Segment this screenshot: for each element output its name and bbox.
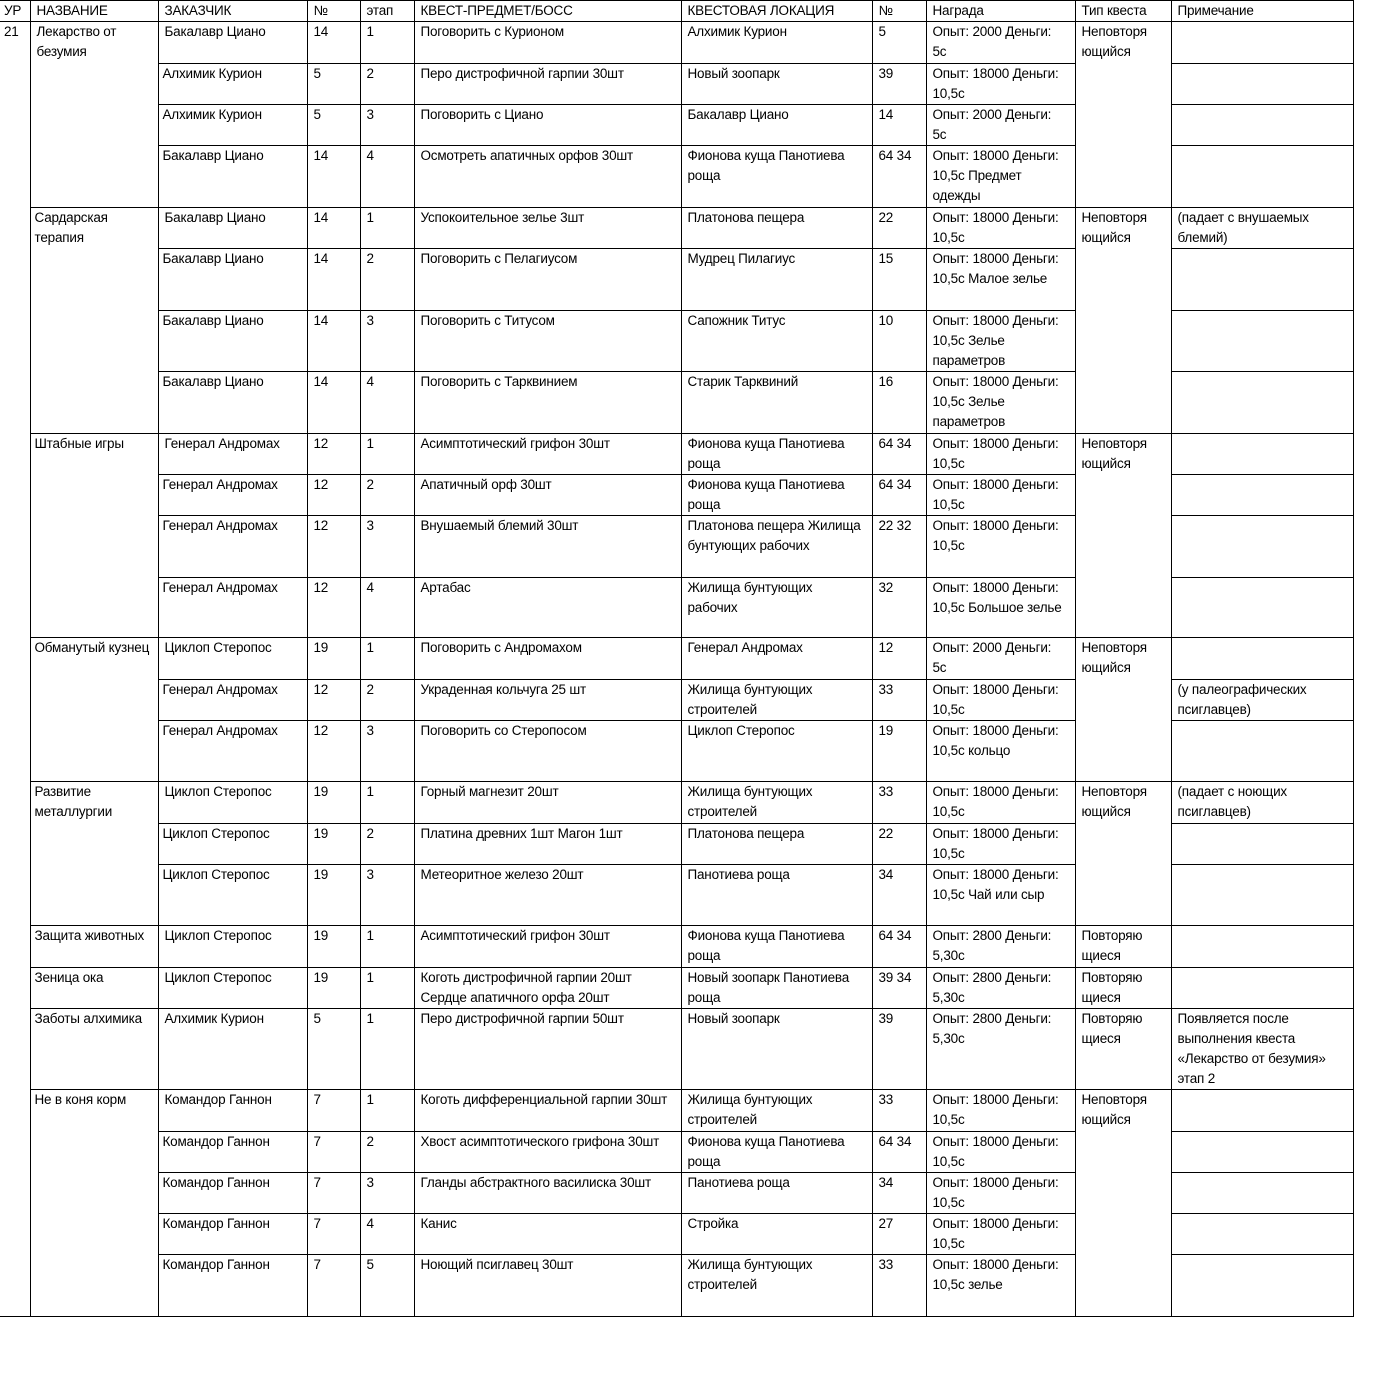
note-cell [1171, 1090, 1353, 1132]
quest-table-body [0, 22, 1353, 1317]
location-cell: Генерал Андромах [681, 638, 872, 680]
location-cell: Фионова куща Панотиева роща [681, 475, 872, 516]
client-no-cell: 12 [307, 680, 360, 721]
reward-cell: Опыт: 18000 Деньги: 10,5с Зелье параметров [926, 372, 1075, 434]
note-cell [1171, 1132, 1353, 1173]
location-no-cell: 33 [872, 680, 926, 721]
location-no-cell: 64 34 [872, 434, 926, 475]
quest-type-cell: Неповторя ющийся [1075, 1090, 1171, 1317]
stage-cell: 2 [360, 680, 414, 721]
reward-cell: Опыт: 18000 Деньги: 10,5с Малое зелье [926, 249, 1075, 311]
stage-cell: 4 [360, 578, 414, 638]
task-cell: Асимптотический грифон 30шт [414, 434, 681, 475]
note-cell [1171, 64, 1353, 105]
stage-cell: 1 [360, 926, 414, 968]
task-cell: Поговорить с Тарквинием [414, 372, 681, 434]
task-cell: Горный магнезит 20шт [414, 782, 681, 824]
client-cell: Алхимик Курион [158, 1009, 307, 1090]
location-no-cell: 19 [872, 721, 926, 782]
client-no-cell: 5 [307, 105, 360, 146]
reward-cell: Опыт: 2800 Деньги: 5,30с [926, 1009, 1075, 1090]
note-cell: Появляется после выполнения квеста «Лекарство от безумия» этап 2 [1171, 1009, 1353, 1090]
reward-cell: Опыт: 18000 Деньги: 10,5с [926, 516, 1075, 578]
location-cell: Новый зоопарк [681, 64, 872, 105]
note-cell [1171, 721, 1353, 782]
location-cell: Алхимик Курион [681, 22, 872, 64]
task-cell: Внушаемый блемий 30шт [414, 516, 681, 578]
stage-cell: 1 [360, 434, 414, 475]
location-cell: Жилища бунтующих строителей [681, 1255, 872, 1317]
location-no-cell: 33 [872, 782, 926, 824]
header-client-no: № [307, 1, 360, 22]
reward-cell: Опыт: 18000 Деньги: 10,5с [926, 434, 1075, 475]
location-cell: Фионова куща Панотиева роща [681, 1132, 872, 1173]
location-cell: Старик Тарквиний [681, 372, 872, 434]
note-cell [1171, 434, 1353, 475]
header-quest-type: Тип квеста [1075, 1, 1171, 22]
header-location-no: № [872, 1, 926, 22]
quest-type-cell: Повторяю щиеся [1075, 926, 1171, 968]
client-no-cell: 7 [307, 1090, 360, 1132]
client-no-cell: 12 [307, 721, 360, 782]
location-no-cell: 39 [872, 1009, 926, 1090]
table-row [0, 968, 1353, 1009]
client-cell: Бакалавр Циано [158, 249, 307, 311]
task-cell: Поговорить с Циано [414, 105, 681, 146]
table-row [0, 1009, 1353, 1090]
note-cell [1171, 926, 1353, 968]
task-cell: Апатичный орф 30шт [414, 475, 681, 516]
note-cell [1171, 372, 1353, 434]
table-row [0, 1090, 1353, 1132]
reward-cell: Опыт: 18000 Деньги: 10,5с [926, 208, 1075, 249]
note-cell: (падает с внушаемых блемий) [1171, 208, 1353, 249]
location-no-cell: 34 [872, 1173, 926, 1214]
note-cell: (падает с ноющих псиглавцев) [1171, 782, 1353, 824]
location-cell: Новый зоопарк Панотиева роща [681, 968, 872, 1009]
client-cell: Генерал Андромах [158, 434, 307, 475]
note-cell [1171, 1255, 1353, 1317]
client-no-cell: 7 [307, 1214, 360, 1255]
stage-cell: 3 [360, 1173, 414, 1214]
task-cell: Коготь дифференциальной гарпии 30шт [414, 1090, 681, 1132]
task-cell: Асимптотический грифон 30шт [414, 926, 681, 968]
location-cell: Циклоп Стеропос [681, 721, 872, 782]
reward-cell: Опыт: 2000 Деньги: 5с [926, 105, 1075, 146]
reward-cell: Опыт: 2800 Деньги: 5,30с [926, 926, 1075, 968]
client-cell: Циклоп Стеропос [158, 968, 307, 1009]
client-cell: Генерал Андромах [158, 516, 307, 578]
reward-cell: Опыт: 18000 Деньги: 10,5с Предмет одежды [926, 146, 1075, 208]
client-no-cell: 7 [307, 1255, 360, 1317]
task-cell: Осмотреть апатичных орфов 30шт [414, 146, 681, 208]
stage-cell: 1 [360, 1009, 414, 1090]
location-cell: Фионова куща Панотиева роща [681, 146, 872, 208]
location-cell: Жилища бунтующих строителей [681, 782, 872, 824]
note-cell [1171, 105, 1353, 146]
client-cell: Циклоп Стеропос [158, 824, 307, 865]
location-cell: Новый зоопарк [681, 1009, 872, 1090]
task-cell: Коготь дистрофичной гарпии 20шт Сердце апатичного орфа 20шт [414, 968, 681, 1009]
client-cell: Циклоп Стеропос [158, 926, 307, 968]
location-no-cell: 22 [872, 208, 926, 249]
client-no-cell: 19 [307, 824, 360, 865]
note-cell [1171, 475, 1353, 516]
location-cell: Жилища бунтующих строителей [681, 1090, 872, 1132]
stage-cell: 5 [360, 1255, 414, 1317]
client-no-cell: 19 [307, 968, 360, 1009]
task-cell: Перо дистрофичной гарпии 50шт [414, 1009, 681, 1090]
stage-cell: 1 [360, 22, 414, 64]
location-no-cell: 64 34 [872, 1132, 926, 1173]
level-cell: 21 [0, 22, 30, 1317]
location-cell: Мудрец Пилагиус [681, 249, 872, 311]
client-cell: Генерал Андромах [158, 475, 307, 516]
reward-cell: Опыт: 18000 Деньги: 10,5с [926, 64, 1075, 105]
stage-cell: 3 [360, 105, 414, 146]
quest-type-cell: Повторяю щиеся [1075, 1009, 1171, 1090]
client-no-cell: 19 [307, 926, 360, 968]
location-no-cell: 5 [872, 22, 926, 64]
client-cell: Командор Ганнон [158, 1255, 307, 1317]
location-no-cell: 14 [872, 105, 926, 146]
stage-cell: 1 [360, 208, 414, 249]
table-row [0, 22, 1353, 64]
stage-cell: 3 [360, 311, 414, 372]
quest-name: Не в коня корм [30, 1090, 158, 1317]
quest-name: Обманутый кузнец [30, 638, 158, 782]
location-cell: Стройка [681, 1214, 872, 1255]
stage-cell: 1 [360, 638, 414, 680]
quest-type-cell: Неповторя ющийся [1075, 22, 1171, 208]
location-cell: Сапожник Титус [681, 311, 872, 372]
header-note: Примечание [1171, 1, 1353, 22]
client-cell: Бакалавр Циано [158, 146, 307, 208]
client-cell: Бакалавр Циано [158, 311, 307, 372]
reward-cell: Опыт: 18000 Деньги: 10,5с Большое зелье [926, 578, 1075, 638]
client-cell: Алхимик Курион [158, 64, 307, 105]
table-row [0, 782, 1353, 824]
client-cell: Командор Ганнон [158, 1173, 307, 1214]
task-cell: Канис [414, 1214, 681, 1255]
header-location: КВЕСТОВАЯ ЛОКАЦИЯ [681, 1, 872, 22]
location-no-cell: 39 34 [872, 968, 926, 1009]
note-cell [1171, 824, 1353, 865]
quest-type-cell: Неповторя ющийся [1075, 782, 1171, 926]
reward-cell: Опыт: 2000 Деньги: 5с [926, 638, 1075, 680]
task-cell: Метеоритное железо 20шт [414, 865, 681, 926]
task-cell: Ноющий псиглавец 30шт [414, 1255, 681, 1317]
reward-cell: Опыт: 2000 Деньги: 5с [926, 22, 1075, 64]
location-no-cell: 22 [872, 824, 926, 865]
quest-type-cell: Неповторя ющийся [1075, 208, 1171, 434]
table-row [0, 638, 1353, 680]
header-client: ЗАКАЗЧИК [158, 1, 307, 22]
header-row [0, 1, 1353, 22]
stage-cell: 4 [360, 146, 414, 208]
location-no-cell: 33 [872, 1090, 926, 1132]
location-no-cell: 27 [872, 1214, 926, 1255]
client-cell: Бакалавр Циано [158, 372, 307, 434]
client-cell: Командор Ганнон [158, 1090, 307, 1132]
reward-cell: Опыт: 2800 Деньги: 5,30с [926, 968, 1075, 1009]
quest-type-cell: Неповторя ющийся [1075, 434, 1171, 638]
location-no-cell: 32 [872, 578, 926, 638]
client-no-cell: 7 [307, 1173, 360, 1214]
quest-name: Развитие металлургии [30, 782, 158, 926]
stage-cell: 3 [360, 721, 414, 782]
client-cell: Командор Ганнон [158, 1132, 307, 1173]
stage-cell: 2 [360, 475, 414, 516]
note-cell [1171, 311, 1353, 372]
task-cell: Поговорить с Пелагиусом [414, 249, 681, 311]
header-level: УР [0, 1, 30, 22]
quest-name: Зеница ока [30, 968, 158, 1009]
client-cell: Генерал Андромах [158, 721, 307, 782]
location-cell: Фионова куща Панотиева роща [681, 434, 872, 475]
client-no-cell: 12 [307, 516, 360, 578]
task-cell: Поговорить со Стеропосом [414, 721, 681, 782]
header-reward: Награда [926, 1, 1075, 22]
location-cell: Панотиева роща [681, 1173, 872, 1214]
quest-type-cell: Неповторя ющийся [1075, 638, 1171, 782]
client-no-cell: 14 [307, 22, 360, 64]
reward-cell: Опыт: 18000 Деньги: 10,5с Зелье параметров [926, 311, 1075, 372]
client-no-cell: 19 [307, 638, 360, 680]
client-cell: Бакалавр Циано [158, 208, 307, 249]
note-cell [1171, 516, 1353, 578]
note-cell [1171, 146, 1353, 208]
location-cell: Платонова пещера [681, 824, 872, 865]
client-no-cell: 19 [307, 865, 360, 926]
stage-cell: 1 [360, 782, 414, 824]
task-cell: Поговорить с Курионом [414, 22, 681, 64]
client-no-cell: 12 [307, 475, 360, 516]
quest-type-cell: Повторяю щиеся [1075, 968, 1171, 1009]
stage-cell: 1 [360, 968, 414, 1009]
reward-cell: Опыт: 18000 Деньги: 10,5с зелье [926, 1255, 1075, 1317]
location-cell: Жилища бунтующих строителей [681, 680, 872, 721]
client-no-cell: 12 [307, 434, 360, 475]
client-cell: Бакалавр Циано [158, 22, 307, 64]
location-no-cell: 64 34 [872, 475, 926, 516]
location-no-cell: 39 [872, 64, 926, 105]
task-cell: Украденная кольчуга 25 шт [414, 680, 681, 721]
task-cell: Успокоительное зелье 3шт [414, 208, 681, 249]
table-row [0, 434, 1353, 475]
task-cell: Поговорить с Титусом [414, 311, 681, 372]
task-cell: Поговорить с Андромахом [414, 638, 681, 680]
location-no-cell: 33 [872, 1255, 926, 1317]
header-name: НАЗВАНИЕ [30, 1, 158, 22]
reward-cell: Опыт: 18000 Деньги: 10,5с [926, 1173, 1075, 1214]
header-task: КВЕСТ-ПРЕДМЕТ/БОСС [414, 1, 681, 22]
reward-cell: Опыт: 18000 Деньги: 10,5с [926, 1090, 1075, 1132]
stage-cell: 2 [360, 1132, 414, 1173]
stage-cell: 2 [360, 824, 414, 865]
location-no-cell: 64 34 [872, 926, 926, 968]
note-cell [1171, 865, 1353, 926]
reward-cell: Опыт: 18000 Деньги: 10,5с Чай или сыр [926, 865, 1075, 926]
task-cell: Платина древних 1шт Магон 1шт [414, 824, 681, 865]
location-no-cell: 15 [872, 249, 926, 311]
reward-cell: Опыт: 18000 Деньги: 10,5с [926, 824, 1075, 865]
client-cell: Циклоп Стеропос [158, 638, 307, 680]
note-cell [1171, 638, 1353, 680]
client-cell: Циклоп Стеропос [158, 782, 307, 824]
location-no-cell: 16 [872, 372, 926, 434]
note-cell [1171, 1173, 1353, 1214]
reward-cell: Опыт: 18000 Деньги: 10,5с [926, 782, 1075, 824]
client-no-cell: 5 [307, 64, 360, 105]
quest-name: Сардарская терапия [30, 208, 158, 434]
quest-name: Штабные игры [30, 434, 158, 638]
client-no-cell: 14 [307, 146, 360, 208]
stage-cell: 2 [360, 64, 414, 105]
client-no-cell: 14 [307, 311, 360, 372]
stage-cell: 3 [360, 516, 414, 578]
note-cell [1171, 22, 1353, 64]
task-cell: Гланды абстрактного василиска 30шт [414, 1173, 681, 1214]
quest-name: Заботы алхимика [30, 1009, 158, 1090]
stage-cell: 4 [360, 372, 414, 434]
task-cell: Перо дистрофичной гарпии 30шт [414, 64, 681, 105]
client-cell: Генерал Андромах [158, 578, 307, 638]
location-no-cell: 22 32 [872, 516, 926, 578]
stage-cell: 4 [360, 1214, 414, 1255]
quest-name: Лекарство от безумия [30, 22, 158, 208]
task-cell: Артабас [414, 578, 681, 638]
location-no-cell: 34 [872, 865, 926, 926]
header-stage: этап [360, 1, 414, 22]
client-no-cell: 14 [307, 249, 360, 311]
location-cell: Платонова пещера Жилища бунтующих рабочих [681, 516, 872, 578]
quest-name: Защита животных [30, 926, 158, 968]
note-cell [1171, 1214, 1353, 1255]
client-cell: Алхимик Курион [158, 105, 307, 146]
location-no-cell: 64 34 [872, 146, 926, 208]
location-cell: Фионова куща Панотиева роща [681, 926, 872, 968]
note-cell [1171, 578, 1353, 638]
table-row [0, 926, 1353, 968]
client-no-cell: 5 [307, 1009, 360, 1090]
location-cell: Панотиева роща [681, 865, 872, 926]
client-no-cell: 12 [307, 578, 360, 638]
location-no-cell: 12 [872, 638, 926, 680]
reward-cell: Опыт: 18000 Деньги: 10,5с [926, 475, 1075, 516]
reward-cell: Опыт: 18000 Деньги: 10,5с кольцо [926, 721, 1075, 782]
client-cell: Командор Ганнон [158, 1214, 307, 1255]
location-cell: Бакалавр Циано [681, 105, 872, 146]
stage-cell: 1 [360, 1090, 414, 1132]
client-cell: Генерал Андромах [158, 680, 307, 721]
stage-cell: 3 [360, 865, 414, 926]
reward-cell: Опыт: 18000 Деньги: 10,5с [926, 1214, 1075, 1255]
note-cell: (у палеографических псиглавцев) [1171, 680, 1353, 721]
client-no-cell: 7 [307, 1132, 360, 1173]
client-no-cell: 14 [307, 208, 360, 249]
note-cell [1171, 968, 1353, 1009]
reward-cell: Опыт: 18000 Деньги: 10,5с [926, 1132, 1075, 1173]
location-cell: Платонова пещера [681, 208, 872, 249]
table-row [0, 208, 1353, 249]
note-cell [1171, 249, 1353, 311]
location-no-cell: 10 [872, 311, 926, 372]
task-cell: Хвост асимптотического грифона 30шт [414, 1132, 681, 1173]
location-cell: Жилища бунтующих рабочих [681, 578, 872, 638]
client-no-cell: 14 [307, 372, 360, 434]
client-cell: Циклоп Стеропос [158, 865, 307, 926]
stage-cell: 2 [360, 249, 414, 311]
client-no-cell: 19 [307, 782, 360, 824]
reward-cell: Опыт: 18000 Деньги: 10,5с [926, 680, 1075, 721]
